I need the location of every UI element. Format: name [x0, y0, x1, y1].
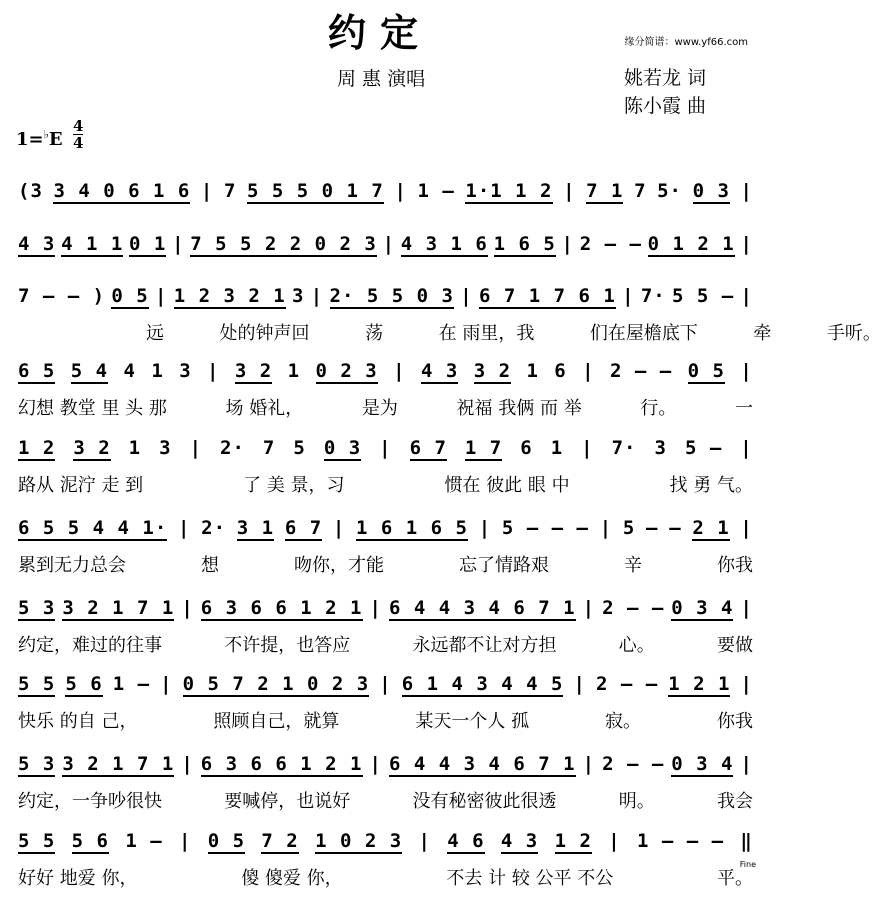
barline: | [622, 285, 635, 307]
note-group: – [646, 517, 659, 539]
lyricist-credit: 姚若龙 词 [624, 67, 707, 89]
lyric-segment: 要喊停，也说好 [224, 791, 351, 812]
barline: | [740, 753, 753, 775]
notation-line [18, 233, 753, 263]
lyric-segment: 是为 [361, 398, 398, 419]
lyric-line [18, 551, 753, 577]
barline: | [155, 285, 168, 307]
barline: | [740, 517, 753, 539]
note-group: 0 1 2 1 [647, 233, 735, 255]
notation-line [18, 673, 753, 703]
note-group: 1 [128, 437, 142, 459]
note-group: 3 2 [234, 360, 273, 382]
lyric-segment: 累到无力总会 [18, 555, 126, 576]
note-group: 3 [292, 285, 305, 307]
note-group: 2 – – [596, 673, 659, 695]
lyric-segment: 惯在 彼此 眼 中 [444, 475, 570, 496]
note-group: 6 3 6 6 1 2 1 [200, 597, 363, 619]
note-group: 4 [123, 360, 136, 382]
notation-line [18, 597, 753, 627]
note-group: 5 – – – [501, 517, 589, 539]
barline: | [582, 753, 596, 775]
note-group: 1 2 1 [668, 673, 731, 695]
note-group: 0 2 3 [315, 360, 378, 382]
barline: | [740, 285, 753, 307]
key-prefix: 1= [16, 129, 44, 150]
lyric-line [18, 394, 753, 420]
note-group: 5 5 [18, 673, 56, 695]
note-group: 0 3 [323, 437, 362, 459]
note-group: 6 3 6 6 1 2 1 [200, 753, 363, 775]
note-group: 3 [159, 437, 172, 459]
note-group: 2· [220, 437, 245, 459]
note-group: 1 – [417, 180, 455, 202]
singer-credit: 周 惠 演唱 [337, 68, 426, 90]
note-group: 2 – – [579, 233, 642, 255]
note-group: 6 7 [284, 517, 323, 539]
barline: | [200, 180, 214, 202]
barline: | [160, 673, 173, 695]
note-group: 3 [179, 360, 192, 382]
lyric-segment: 荡 [365, 323, 384, 344]
lyric-segment: 忘了情路艰 [459, 555, 549, 576]
note-group: 1 2 [18, 437, 56, 459]
note-group: – [669, 517, 682, 539]
note-group: 0 5 [111, 285, 149, 307]
barline: | [310, 285, 324, 307]
lyric-segment: 了 美 景，习 [243, 475, 345, 496]
barline: | [563, 180, 576, 202]
note-group: 1·1 1 2 [465, 180, 553, 202]
note-group: 7 2 [261, 830, 299, 852]
note-group: 5 [622, 517, 636, 539]
lyric-segment: 想 [201, 555, 219, 576]
notation-line [18, 180, 753, 210]
fine-mark: Fine [739, 860, 756, 869]
composer-credit: 陈小霞 曲 [624, 95, 707, 117]
note-group: 4 3 [420, 360, 459, 382]
note-group: 3 2 1 7 1 [62, 753, 175, 775]
barline: ‖ [740, 830, 753, 852]
note-group: 6 4 4 3 4 6 7 1 [388, 753, 576, 775]
note-group: 7 5 5 2 2 0 2 3 [190, 233, 377, 255]
note-group: 1 [526, 360, 539, 382]
barline: | [561, 233, 574, 255]
note-group: 5 3 [18, 597, 56, 619]
note-group: 0 5 [207, 830, 246, 852]
lyric-line [18, 319, 881, 345]
lyric-segment: 一 [735, 398, 753, 419]
barline: | [189, 437, 203, 459]
note-group: 7 [262, 437, 276, 459]
note-group: 5 6 [71, 830, 109, 852]
note-group: 2· [201, 517, 227, 539]
note-group: 6 1 4 3 4 4 5 [401, 673, 564, 695]
lyric-segment: 傻 傻爱 你， [241, 868, 343, 889]
notation-line [18, 753, 753, 783]
note-group: 5 5 [18, 830, 56, 852]
lyric-segment: 处的钟声回 [219, 323, 310, 344]
lyric-segment: 辛 [624, 555, 642, 576]
note-group: 5 5 5 0 1 7 [247, 180, 384, 202]
barline: | [369, 597, 382, 619]
lyric-segment: 照顾自己，就算 [213, 711, 340, 732]
note-group: 4 1 1 [61, 233, 124, 255]
note-group: 5 – [684, 437, 723, 459]
lyric-segment: 没有秘密彼此很透 [412, 791, 557, 812]
note-group: 1 0 2 3 [315, 830, 403, 852]
lyric-segment: 吻你，才能 [294, 555, 384, 576]
barline: | [379, 437, 392, 459]
lyric-segment: 某天一个人 孤 [415, 711, 530, 732]
meter-top: 4 [73, 117, 84, 135]
lyric-segment: 我会 [717, 791, 753, 812]
note-group: 5 3 [18, 753, 56, 775]
note-group: 7· [640, 285, 666, 307]
note-group: 1 – [112, 673, 151, 695]
note-group: 0 3 [692, 180, 730, 202]
note-group: 7 [223, 180, 237, 202]
barline: | [581, 437, 594, 459]
note-group: 3 4 0 6 1 6 [53, 180, 191, 202]
barline: | [379, 673, 392, 695]
barline: | [369, 753, 382, 775]
note-group: 0 5 7 2 1 0 2 3 [182, 673, 370, 695]
barline: | [740, 437, 753, 459]
note-group: 7 [634, 180, 647, 202]
note-group: 6 7 1 7 6 1 [478, 285, 616, 307]
barline: | [599, 517, 613, 539]
lyric-segment: 你我 [717, 711, 753, 732]
meter-bottom: 4 [73, 134, 84, 152]
barline: | [394, 180, 407, 202]
lyric-segment: 祝福 我俩 而 举 [456, 398, 582, 419]
lyric-segment: 心。 [618, 635, 655, 656]
barline: | [608, 830, 621, 852]
lyric-segment: 牵 [753, 323, 772, 344]
barline: | [178, 517, 191, 539]
lyric-segment: 快乐 的自 己， [18, 711, 138, 732]
lyric-line [18, 864, 753, 890]
lyric-segment: 不去 计 较 公平 不公 [446, 868, 614, 889]
site-credit: 缘分简谱：www.yf66.com [624, 37, 748, 48]
barline: | [178, 830, 192, 852]
lyric-segment: 远 [146, 323, 164, 344]
key-signature [16, 128, 63, 150]
barline: | [393, 360, 406, 382]
barline: | [478, 517, 492, 539]
note-group: 3 [654, 437, 667, 459]
lyric-segment: 明。 [618, 791, 655, 812]
lyric-segment: 寂。 [605, 711, 642, 732]
barline: | [740, 597, 753, 619]
barline: | [332, 517, 346, 539]
note-group: 4 6 [447, 830, 485, 852]
note-group: (3 [18, 180, 43, 202]
note-group: 2 – – [602, 753, 665, 775]
barline: | [573, 673, 586, 695]
barline: | [418, 830, 431, 852]
note-group: 2 – – [602, 597, 665, 619]
note-group: 5 5 – [672, 285, 735, 307]
barline: | [181, 753, 194, 775]
lyric-segment: 找 勇 气。 [669, 475, 753, 496]
lyric-segment: 永远都不让对方担 [412, 635, 557, 656]
lyric-line [18, 707, 753, 733]
barline: | [740, 360, 753, 382]
lyric-segment: 要做 [717, 635, 753, 656]
credits [624, 64, 706, 120]
barline: | [207, 360, 220, 382]
note-group: 3 2 1 7 1 [62, 597, 175, 619]
note-group: 7· [611, 437, 637, 459]
lyric-segment: 不许提，也答应 [224, 635, 351, 656]
note-group: 7 1 [586, 180, 624, 202]
note-group: 1 [287, 360, 301, 382]
note-group: 5· [657, 180, 682, 202]
note-group: 4 3 [500, 830, 539, 852]
barline: | [740, 180, 753, 202]
note-group: 6 [554, 360, 567, 382]
notation-line [18, 360, 753, 390]
lyric-line [18, 471, 753, 497]
note-group: 2 1 [692, 517, 730, 539]
notation-line [18, 285, 753, 315]
note-group: 0 3 4 [671, 753, 734, 775]
note-group: 1 – [125, 830, 163, 852]
note-group: 0 3 4 [671, 597, 734, 619]
lyric-segment: 好好 地爱 你， [18, 868, 138, 889]
barline: | [181, 597, 194, 619]
note-group: 5 6 [65, 673, 103, 695]
note-group: 2 – – [610, 360, 673, 382]
note-group: 1 6 5 [493, 233, 556, 255]
song-title: 约定 [327, 10, 432, 55]
note-group: 6 5 5 4 4 1· [18, 517, 168, 539]
lyric-segment: 平。 [717, 868, 753, 889]
lyric-segment: 约定，难过的往事 [18, 635, 162, 656]
lyric-segment: 场 婚礼， [225, 398, 304, 419]
note-group: 1 – – – [637, 830, 725, 852]
notation-line [18, 830, 753, 860]
lyric-segment: 手听。 [826, 323, 881, 344]
note-group: 4 3 1 6 [400, 233, 488, 255]
barline: | [582, 597, 596, 619]
note-group: 5 4 [70, 360, 109, 382]
note-group: 0 1 [129, 233, 167, 255]
lyric-segment: 幻想 教堂 里 头 那 [18, 398, 167, 419]
note-group: 7 – – ) [18, 285, 106, 307]
barline: | [582, 360, 595, 382]
note-group: 4 3 [18, 233, 56, 255]
lyric-segment: 路从 泥泞 走 到 [18, 475, 144, 496]
note-group: 3 2 [73, 437, 111, 459]
note-group: 0 5 [687, 360, 725, 382]
key-note: E [48, 129, 63, 150]
note-group: 3 1 [236, 517, 275, 539]
note-group: 1 [550, 437, 564, 459]
notation-line [18, 517, 753, 547]
lyric-segment: 行。 [640, 398, 677, 419]
note-group: 6 [520, 437, 533, 459]
note-group: 1 2 [554, 830, 592, 852]
lyric-segment: 约定，一争吵很快 [18, 791, 162, 812]
note-group: 1 7 [464, 437, 503, 459]
lyric-line [18, 787, 753, 813]
lyric-line [18, 631, 753, 657]
note-group: 1 6 1 6 5 [356, 517, 468, 539]
note-group: 3 2 [473, 360, 512, 382]
barline: | [740, 233, 753, 255]
note-group: 1 [151, 360, 164, 382]
notation-line [18, 437, 753, 467]
note-group: 5 [293, 437, 306, 459]
lyric-segment: 你我 [717, 555, 753, 576]
lyric-segment: 们在屋檐底下 [589, 323, 698, 344]
note-group: 2· 5 5 0 3 [329, 285, 454, 307]
barline: | [382, 233, 396, 255]
flat-icon: ♭ [43, 128, 49, 141]
time-signature [73, 118, 83, 151]
note-group: 6 5 [18, 360, 56, 382]
note-group: 6 4 4 3 4 6 7 1 [388, 597, 576, 619]
barline: | [460, 285, 473, 307]
note-group: 1 2 3 2 1 [173, 285, 286, 307]
barline: | [740, 673, 753, 695]
lyric-segment: 在 雨里，我 [438, 323, 535, 344]
note-group: 6 7 [409, 437, 447, 459]
barline: | [172, 233, 185, 255]
